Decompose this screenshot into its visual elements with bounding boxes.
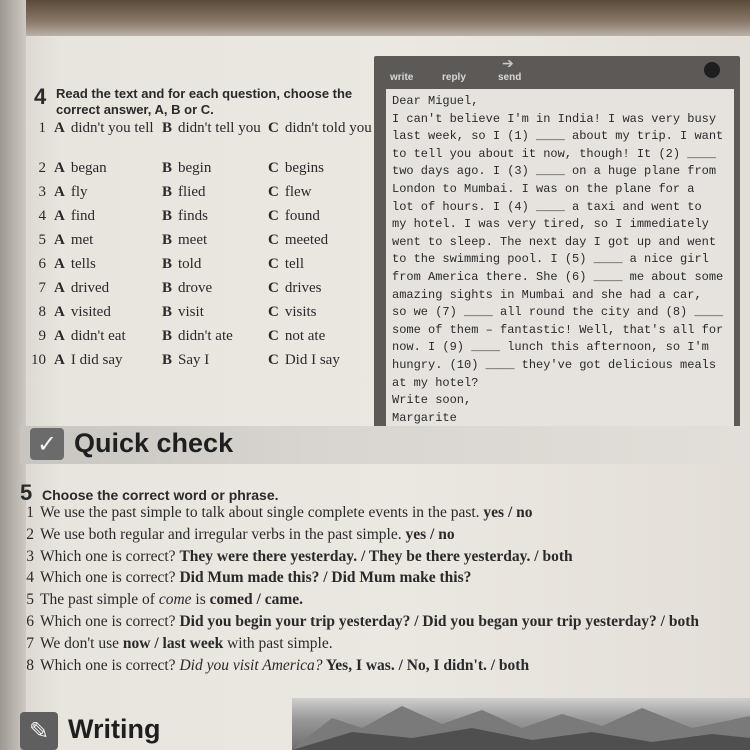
exercise-instruction: Read the text and for each question, choose the correct answer, A, B or C.: [56, 86, 353, 117]
option-letter: C: [268, 160, 279, 176]
option-c: [268, 184, 378, 201]
option-c: [268, 232, 378, 249]
option-b: [162, 352, 262, 369]
option-b: [162, 328, 262, 345]
question-row: [24, 328, 374, 352]
option-c: [268, 208, 378, 225]
option-text: met: [70, 232, 94, 248]
option-a: [54, 160, 172, 177]
option-text: visits: [284, 304, 317, 320]
option-letter: A: [54, 352, 65, 368]
item-number: 5: [26, 591, 34, 609]
item-text: Which one is correct? They were there yesterday. / They be there yesterday. / both: [40, 547, 573, 565]
item-text: Which one is correct? Did Mum made this? / Did Mum make this?: [40, 569, 472, 587]
option-c: [268, 280, 378, 297]
option-text: I did say: [70, 352, 123, 368]
option-text: 1: [38, 120, 46, 136]
option-letter: A: [54, 184, 65, 200]
option-letter: A: [54, 232, 65, 248]
question-row: [24, 208, 374, 232]
option-letter: A: [54, 280, 65, 296]
exercise-5-list: [22, 504, 742, 678]
option-text: 4: [38, 208, 46, 224]
record-dot-icon: [704, 62, 720, 78]
question-row: [24, 280, 374, 304]
exercise-5-item: [22, 504, 742, 526]
option-b: [162, 232, 262, 249]
item-number: 4: [26, 569, 34, 587]
exercise-number: 4: [34, 84, 47, 109]
option-letter: B: [162, 304, 173, 320]
option-c: [268, 160, 378, 177]
exercise-5-item: [22, 526, 742, 548]
option-text: began: [70, 160, 107, 176]
option-text: meeted: [284, 232, 329, 248]
question-number: [24, 184, 46, 201]
option-letter: B: [162, 120, 173, 136]
option-letter: C: [268, 232, 279, 248]
exercise-5-item: [22, 635, 742, 657]
mountain-photo: [292, 698, 750, 750]
option-text: find: [70, 208, 96, 224]
option-text: found: [284, 208, 320, 224]
option-letter: C: [268, 208, 279, 224]
item-text: We use the past simple to talk about single complete events in the past. yes / no: [40, 504, 533, 521]
option-text: finds: [178, 208, 209, 224]
option-letter: B: [162, 352, 173, 368]
exercise-5-item: [22, 657, 742, 679]
question-number: [24, 352, 46, 369]
option-text: drove: [178, 280, 213, 296]
option-letter: C: [268, 256, 279, 272]
option-text: flew: [284, 184, 312, 200]
item-number: 3: [26, 547, 34, 565]
question-number: [24, 120, 46, 137]
option-letter: C: [268, 352, 279, 368]
email-body: Dear Miguel, I can't believe I'm in India! I was very busy last week, so I (1) ____ about my trip. I want to tell you about it now, though! It (2) ____ two days ago. I (3) ____ on a huge plane from London to Mumbai. I was on the plane for a lot of hours. I (4) ____ a taxi and went to my hotel. I was very tired, so I immediately went to sleep. The next day I got up and went to the swimming pool. I (5) ____ a nice girl from America there. She (6) ____ me about some amazing sights in Mumbai and she had a car, so we (7) ____ all round the city and (8) ____ some of them – fantastic! Well, that's all for now. I (9) ____ lunch this afternoon, so I'm hungry. (10) ____ they've got delicious meals at my hotel? Write soon, Margarite: [386, 89, 734, 427]
question-number: [24, 328, 46, 345]
option-c: [268, 352, 378, 369]
option-text: 9: [38, 328, 46, 344]
question-number: [24, 304, 46, 321]
option-letter: C: [268, 304, 279, 320]
item-text: We don't use now / last week with past simple.: [40, 634, 333, 652]
option-text: 7: [38, 280, 46, 296]
option-letter: A: [54, 328, 65, 344]
option-b: [162, 304, 262, 321]
question-number: [24, 232, 46, 249]
option-text: didn't eat: [70, 328, 126, 344]
option-text: told: [178, 256, 202, 272]
option-letter: A: [54, 256, 65, 272]
option-a: [54, 280, 172, 297]
option-text: begins: [284, 160, 325, 176]
email-toolbar: [374, 56, 740, 88]
exercise-5-instruction: Choose the correct word or phrase.: [42, 487, 279, 503]
option-a: [54, 208, 172, 225]
option-text: 5: [38, 232, 46, 248]
option-b: [162, 280, 262, 297]
option-letter: B: [162, 184, 173, 200]
question-number: [24, 160, 46, 177]
option-b: [162, 184, 262, 201]
exercise-5-item: [22, 613, 742, 635]
pencil-icon: ✎: [20, 712, 58, 750]
option-text: meet: [178, 232, 208, 248]
option-text: 10: [31, 352, 46, 368]
reply-tab[interactable]: reply: [442, 72, 466, 83]
option-text: didn't you tell: [70, 120, 154, 136]
question-number: [24, 280, 46, 297]
quick-check-title: Quick check: [74, 428, 234, 458]
option-c: [268, 304, 378, 321]
question-row: [24, 232, 374, 256]
question-number: [24, 256, 46, 273]
answer-options-table: [24, 120, 374, 376]
page-top-edge: [0, 0, 750, 36]
option-a: [54, 184, 172, 201]
question-row: [24, 256, 374, 280]
question-row: [24, 184, 374, 208]
option-letter: A: [54, 208, 65, 224]
option-text: not ate: [284, 328, 326, 344]
option-text: 8: [38, 304, 46, 320]
option-letter: A: [54, 304, 65, 320]
option-letter: B: [162, 160, 173, 176]
item-text: The past simple of come is comed / came.: [40, 591, 304, 609]
writing-title: Writing: [68, 714, 161, 744]
option-c: [268, 328, 378, 345]
option-text: tells: [70, 256, 96, 272]
option-b: [162, 256, 262, 273]
option-letter: B: [162, 208, 173, 224]
option-text: begin: [178, 160, 212, 176]
item-number: 1: [26, 504, 34, 521]
option-text: fly: [70, 184, 88, 200]
option-text: 2: [38, 160, 46, 176]
option-letter: A: [54, 120, 65, 136]
option-a: [54, 304, 172, 321]
option-letter: C: [268, 280, 279, 296]
option-letter: B: [162, 232, 173, 248]
exercise-5-number: 5: [20, 480, 33, 505]
option-letter: C: [268, 328, 279, 344]
option-letter: B: [162, 280, 173, 296]
item-text: Which one is correct? Did you visit America? Yes, I was. / No, I didn't. / both: [40, 656, 530, 674]
option-text: visit: [178, 304, 204, 320]
option-text: Say I: [178, 352, 210, 368]
option-text: tell: [284, 256, 305, 272]
exercise-5-item: [22, 591, 742, 613]
question-row: [24, 352, 374, 376]
option-a: [54, 352, 172, 369]
option-text: drives: [284, 280, 322, 296]
option-c: [268, 120, 378, 137]
question-row: [24, 304, 374, 328]
option-b: [162, 160, 262, 177]
option-letter: C: [268, 120, 279, 136]
item-text: Which one is correct? Did you begin your trip yesterday? / Did you began your trip yesterday? / both: [40, 612, 700, 630]
option-a: [54, 256, 172, 273]
item-number: 8: [26, 656, 34, 674]
write-tab[interactable]: write: [390, 72, 414, 83]
exercise-5-item: [22, 569, 742, 591]
item-text: We use both regular and irregular verbs in the past simple. yes / no: [40, 525, 455, 543]
option-text: Did I say: [284, 352, 340, 368]
option-a: [54, 232, 172, 249]
option-text: flied: [178, 184, 206, 200]
question-row: [24, 120, 374, 160]
option-text: visited: [70, 304, 111, 320]
option-text: 3: [38, 184, 46, 200]
item-number: 7: [26, 634, 34, 652]
option-letter: B: [162, 256, 173, 272]
option-letter: B: [162, 328, 173, 344]
option-letter: C: [268, 184, 279, 200]
option-text: didn't ate: [178, 328, 233, 344]
question-row: [24, 160, 374, 184]
item-number: 2: [26, 525, 34, 543]
send-arrow-icon: ➔: [502, 57, 514, 72]
email-window: [374, 56, 740, 432]
option-text: drived: [70, 280, 110, 296]
option-a: [54, 328, 172, 345]
item-number: 6: [26, 612, 34, 630]
send-tab[interactable]: send: [498, 72, 522, 83]
option-text: didn't told you: [284, 120, 372, 136]
option-b: [162, 208, 262, 225]
option-text: 6: [38, 256, 46, 272]
exercise-5-item: [22, 548, 742, 570]
option-c: [268, 256, 378, 273]
option-a: [54, 120, 172, 137]
option-text: didn't tell you: [178, 120, 261, 136]
option-letter: A: [54, 160, 65, 176]
option-b: [162, 120, 262, 137]
check-icon: ✓: [30, 428, 64, 460]
question-number: [24, 208, 46, 225]
